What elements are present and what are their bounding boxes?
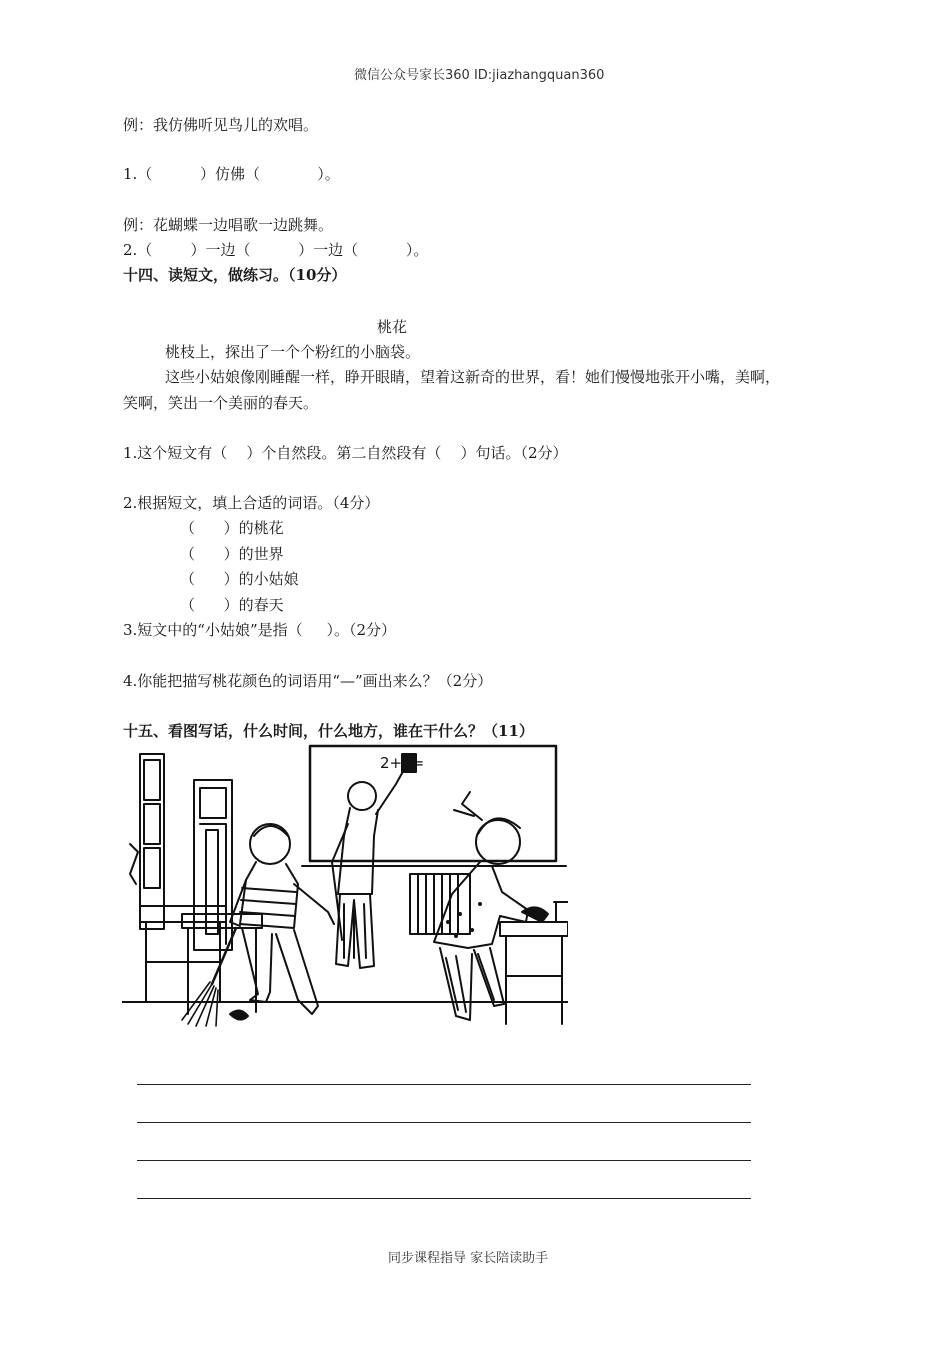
fill-blank-peach-blossom: （ ）的桃花 xyxy=(180,519,284,537)
example-sentence-2: 例：花蝴蝶一边唱歌一边跳舞。 xyxy=(123,216,334,234)
passage-title: 桃花 xyxy=(377,318,408,336)
passage-paragraph-2-line-1: 这些小姑娘像刚睡醒一样，睁开眼睛，望着这新奇的世界，看！她们慢慢地张开小嘴，美啊， xyxy=(165,368,781,386)
question-3: 3.短文中的“小姑娘”是指（ ）。（2分） xyxy=(123,621,397,639)
question-2: 2.根据短文，填上合适的词语。（4分） xyxy=(123,494,380,512)
example-sentence-1: 例：我仿佛听见鸟儿的欢唱。 xyxy=(123,116,319,134)
writing-line-4[interactable] xyxy=(137,1198,751,1199)
section-15-heading: 十五、看图写话，什么时间，什么地方，谁在干什么？（11） xyxy=(123,722,534,740)
question-1: 1.这个短文有（ ）个自然段。第二自然段有（ ）句话。（2分） xyxy=(123,444,568,462)
blackboard-equation: 2+8= xyxy=(380,754,425,772)
passage-paragraph-1: 桃枝上，探出了一个个粉红的小脑袋。 xyxy=(165,343,421,361)
fill-blank-spring: （ ）的春天 xyxy=(180,596,284,614)
writing-line-2[interactable] xyxy=(137,1122,751,1123)
fill-blank-little-girl: （ ）的小姑娘 xyxy=(180,570,299,588)
writing-line-3[interactable] xyxy=(137,1160,751,1161)
section-14-heading: 十四、读短文，做练习。（10分） xyxy=(123,266,347,284)
page-footer: 同步课程指导 家长陪读助手 xyxy=(388,1251,549,1266)
question-4: 4.你能把描写桃花颜色的词语用“—”画出来么？（2分） xyxy=(123,672,493,690)
exercise-item-2: 2.（ ）一边（ ）一边（ ）。 xyxy=(123,241,429,259)
page-header: 微信公众号家长360 ID:jiazhangquan360 xyxy=(354,68,605,83)
writing-line-1[interactable] xyxy=(137,1084,751,1085)
passage-paragraph-2-line-2: 笑啊，笑出一个美丽的春天。 xyxy=(123,394,319,412)
exercise-item-1: 1.（ ）仿佛（ ）。 xyxy=(123,165,340,183)
fill-blank-world: （ ）的世界 xyxy=(180,545,284,563)
classroom-illustration xyxy=(122,744,568,1028)
